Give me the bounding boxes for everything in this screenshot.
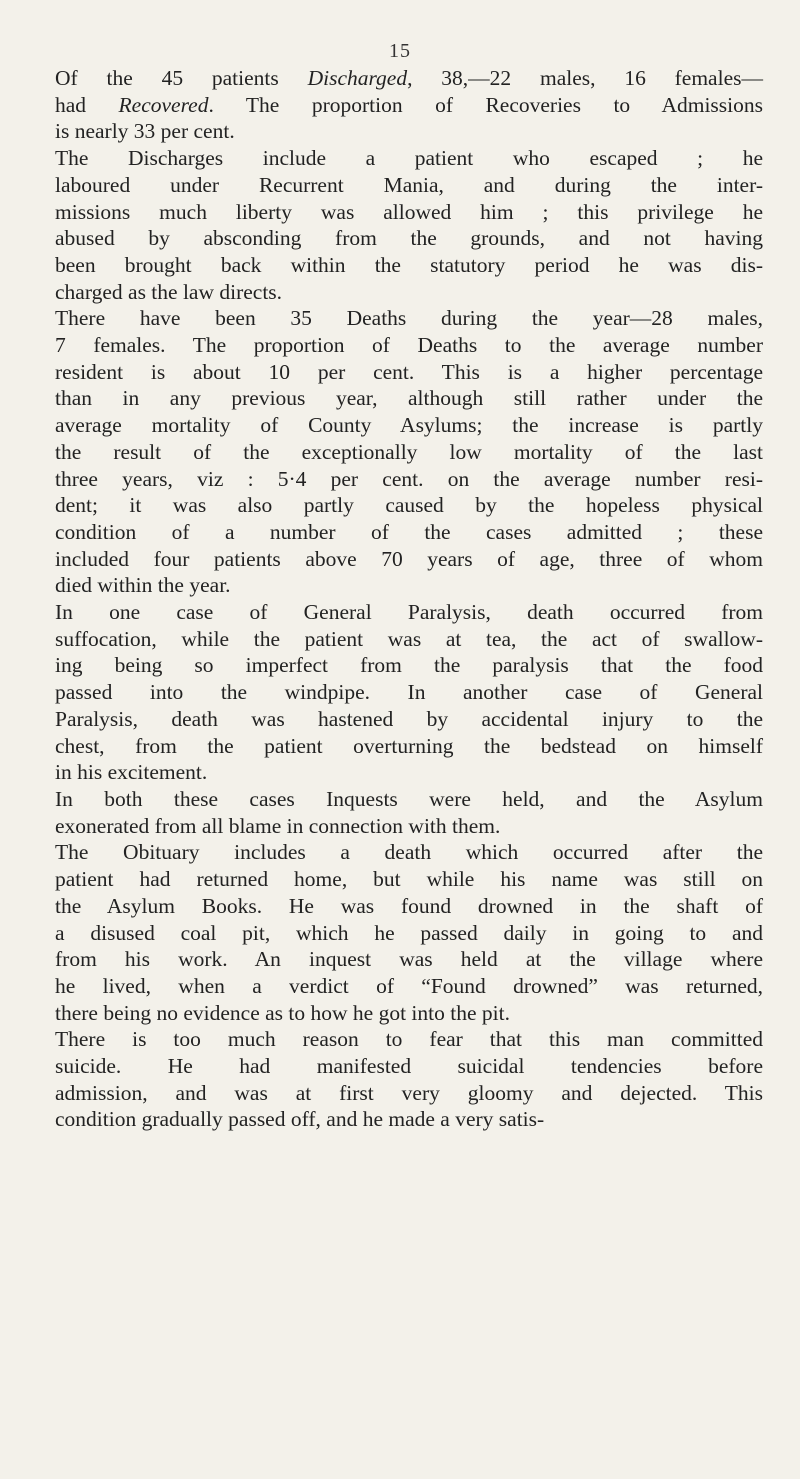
text-line: three years, viz : 5·4 per cent. on the average number resi- xyxy=(55,466,763,491)
paragraph-general-paralysis xyxy=(55,599,763,786)
text-line: in his excitement. xyxy=(55,760,208,785)
text-line: The Discharges include a patient who escaped ; he xyxy=(55,146,763,171)
paragraph-inquests xyxy=(55,786,763,839)
text-line: dent; it was also partly caused by the hopeless physical xyxy=(55,493,763,518)
text-line: than in any previous year, although still rather under the xyxy=(55,386,763,411)
text-line: suicide. He had manifested suicidal tendencies before xyxy=(55,1054,763,1079)
text-line: laboured under Recurrent Mania, and during the inter- xyxy=(55,172,763,197)
text-line: died within the year. xyxy=(55,573,231,598)
text-line: The Obituary includes a death which occurred after the xyxy=(55,840,763,865)
page-number: 15 xyxy=(389,40,411,62)
text-line: In one case of General Paralysis, death occurred from xyxy=(55,600,763,625)
text-line: missions much liberty was allowed him ; this privilege he xyxy=(55,199,763,224)
emphasis: Recovered xyxy=(118,92,209,117)
text-line: average mortality of County Asylums; the increase is partly xyxy=(55,413,763,438)
text-line: from his work. An inquest was held at the village where xyxy=(55,947,763,972)
paragraph-suicide xyxy=(55,1026,763,1133)
text-line: had Recovered. The proportion of Recoveries to Admissions xyxy=(55,92,764,117)
paragraph-obituary xyxy=(55,839,763,1026)
text-line: is nearly 33 per cent. xyxy=(55,119,235,144)
text-line: condition of a number of the cases admitted ; these xyxy=(55,519,763,544)
text-line: 7 females. The proportion of Deaths to the average number xyxy=(55,333,763,358)
paragraph-deaths xyxy=(55,305,763,599)
text-line: In both these cases Inquests were held, and the Asylum xyxy=(55,786,763,811)
text-line: the result of the exceptionally low mortality of the last xyxy=(55,439,763,464)
emphasis: Discharged xyxy=(307,66,408,90)
text-line: included four patients above 70 years of age, three of whom xyxy=(55,546,763,571)
text-line: there being no evidence as to how he got into the pit. xyxy=(55,1000,510,1025)
text-line: resident is about 10 per cent. This is a higher percentage xyxy=(55,359,763,384)
text-line: chest, from the patient overturning the bedstead on himself xyxy=(55,733,763,758)
text-line: the Asylum Books. He was found drowned in the shaft of xyxy=(55,893,763,918)
text-line: suffocation, while the patient was at tea, the act of swallow- xyxy=(55,626,763,651)
paragraph-escaped-patient xyxy=(55,145,763,305)
text-line: condition gradually passed off, and he made a very satis- xyxy=(55,1107,545,1132)
text-line: ing being so imperfect from the paralysis that the food xyxy=(55,653,763,678)
text-line: exonerated from all blame in connection with them. xyxy=(55,813,501,838)
text-line: a disused coal pit, which he passed daily in going to and xyxy=(55,920,763,945)
body-text xyxy=(55,65,763,1133)
text-line: been brought back within the statutory period he was dis- xyxy=(55,252,763,277)
text-line: Of the 45 patients Discharged, 38,—22 males, 16 females— xyxy=(55,66,763,90)
text-line: patient had returned home, but while his name was still on xyxy=(55,867,763,892)
text-line: There have been 35 Deaths during the year—28 males, xyxy=(55,306,763,331)
text-line: abused by absconding from the grounds, and not having xyxy=(55,226,763,251)
text-line: admission, and was at first very gloomy and dejected. This xyxy=(55,1080,763,1105)
text-line: charged as the law directs. xyxy=(55,279,283,304)
paragraph-discharged xyxy=(55,65,763,145)
text-line: passed into the windpipe. In another case of General xyxy=(55,680,763,705)
text-line: There is too much reason to fear that this man committed xyxy=(55,1027,763,1052)
text-line: he lived, when a verdict of “Found drowned” was returned, xyxy=(55,973,763,998)
text-line: Paralysis, death was hastened by accidental injury to the xyxy=(55,706,763,731)
